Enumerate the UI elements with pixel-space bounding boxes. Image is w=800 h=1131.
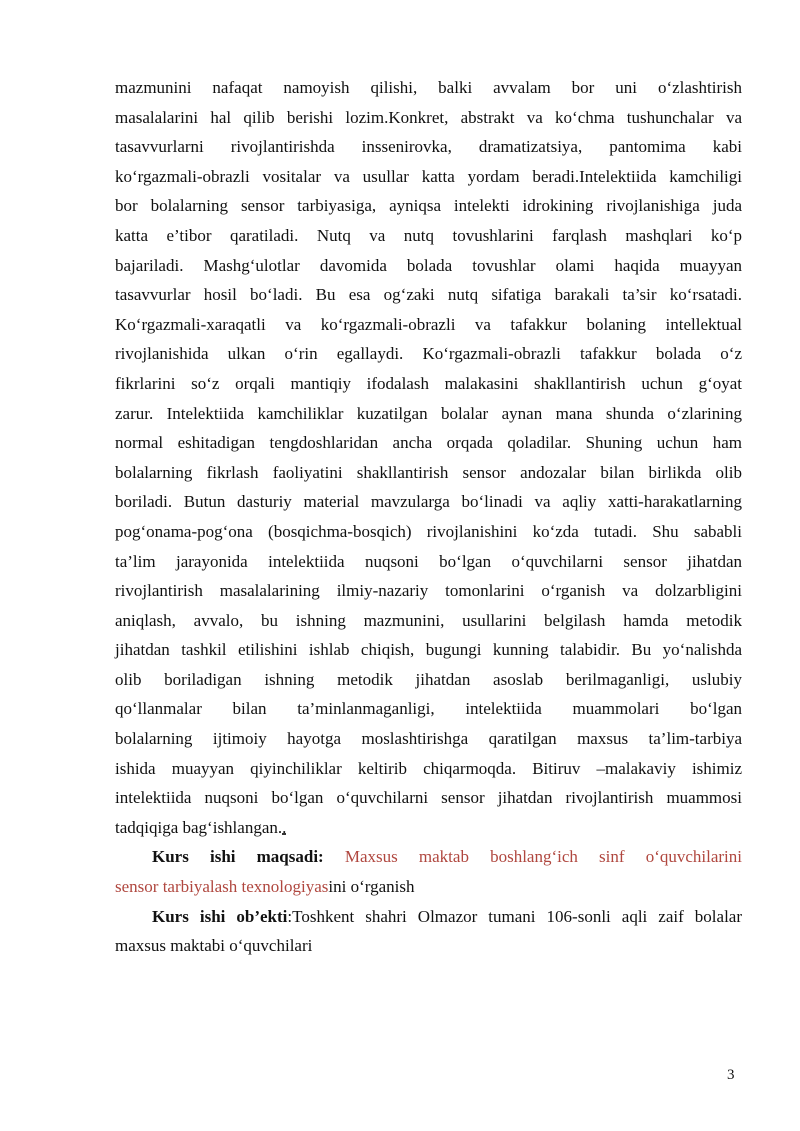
goal-highlight-1: Maxsus maktab boshlang‘ich sinf o‘quvchilarini (344, 847, 742, 867)
body-line: bolalarning ijtimoiy hayotga moslashtirishga qaratilgan maxsus ta’lim-tarbiya (115, 729, 742, 749)
goal-line-2 (115, 872, 742, 902)
body-line: zarur. Intelektiida kamchiliklar kuzatilgan bolalar aynan mana shunda o‘zlarining (115, 403, 742, 423)
object-text-1: :Toshkent shahri Olmazor tumani 106-sonli aqli zaif bolalar (287, 906, 742, 926)
page-number: 3 (727, 1067, 735, 1083)
body-last-line (115, 813, 742, 843)
body-line: bolalarning fikrlash faoliyatini shakllantirish sensor andozalar bilan birlikda olib (115, 462, 742, 482)
body-line: tasavvurlar hosil bo‘ladi. Bu esa og‘zaki nutq sifatiga barakali ta’sir ko‘rsatadi. (115, 285, 742, 305)
body-line: rivojlantirish masalalarining ilmiy-nazariy tomonlarini o‘rganish va dolzarbligini (115, 581, 742, 601)
body-line: ta’lim jarayonida intelektiida nuqsoni bo‘lgan o‘quvchilarni sensor jihatdan (115, 551, 742, 571)
body-last-line-text: tadqiqiga bag‘ishlangan. (115, 817, 283, 837)
body-line: bor bolalarning sensor tarbiyasiga, ayniqsa intelekti idrokining rivojlanishiga juda (115, 196, 742, 216)
object-paragraph (115, 902, 742, 961)
body-line: masalalarini hal qilib berishi lozim.Konkret, abstrakt va ko‘chma tushunchalar va (115, 107, 742, 127)
body-line: intelektiida nuqsoni bo‘lgan o‘quvchilarni sensor jihatdan rivojlantirish muammosi (115, 788, 742, 808)
goal-label: Kurs ishi maqsadi: (152, 847, 324, 867)
body-line: ko‘rgazmali-obrazli vositalar va usullar katta yordam beradi.Intelektiida kamchiligi (115, 166, 742, 186)
goal-line-1 (115, 842, 742, 872)
body-line: rivojlanishida ulkan o‘rin egallaydi. Ko‘rgazmali-obrazli tafakkur bolada o‘z (115, 344, 742, 364)
goal-rest: ini o‘rganish (328, 877, 415, 897)
object-label: Kurs ishi ob’ekti (152, 906, 288, 926)
body-line: fikrlarini so‘z orqali mantiqiy ifodalash malakasini shakllantirish uchun g‘oyat (115, 373, 742, 393)
body-line: Ko‘rgazmali-xaraqatli va ko‘rgazmali-obrazli va tafakkur bolaning intellektual (115, 314, 742, 334)
goal-highlight-2: sensor tarbiyalash texnologiyas (115, 877, 329, 897)
body-line: katta e’tibor qaratiladi. Nutq va nutq tovushlarini farqlash mashqlari ko‘p (115, 225, 742, 245)
body-line: normal eshitadigan tengdoshlaridan ancha orqada qoladilar. Shuning uchun ham (115, 433, 742, 453)
body-line: pog‘onama-pog‘ona (bosqichma-bosqich) rivojlanishini ko‘zda tutadi. Shu sababli (115, 521, 742, 541)
body-line: tasavvurlarni rivojlantirishda inssenirovka, dramatizatsiya, pantomima kabi (115, 137, 742, 157)
goal-paragraph (115, 842, 742, 901)
body-line: boriladi. Butun dasturiy material mavzularga bo‘linadi va aqliy xatti-harakatlarning (115, 492, 742, 512)
body-line: qo‘llanmalar bilan ta’minlanmaganligi, intelektiida muammolari bo‘lgan (115, 699, 742, 719)
body-last-dots: . (282, 817, 287, 837)
body-line: bajariladi. Mashg‘ulotlar davomida bolada tovushlar olami haqida muayyan (115, 255, 742, 275)
body-paragraph (115, 73, 742, 842)
object-line-2: maxsus maktabi o‘quvchilari (115, 936, 313, 956)
body-line: ishida muayyan qiyinchiliklar keltirib chiqarmoqda. Bitiruv –malakaviy ishimiz (115, 758, 742, 778)
body-line: mazmunini nafaqat namoyish qilishi, balki avvalam bor uni o‘zlashtirish (115, 78, 742, 97)
body-line: aniqlash, avvalo, bu ishning mazmunini, usullarini belgilash hamda metodik (115, 610, 742, 630)
body-line: jihatdan tashkil etilishini ishlab chiqish, bugungi kunning talabidir. Bu yo‘nalishda (115, 640, 742, 660)
document-page (115, 73, 742, 961)
object-line-1 (115, 902, 742, 932)
body-line: olib boriladigan ishning metodik jihatdan asoslab berilmaganligi, uslubiy (115, 669, 742, 689)
